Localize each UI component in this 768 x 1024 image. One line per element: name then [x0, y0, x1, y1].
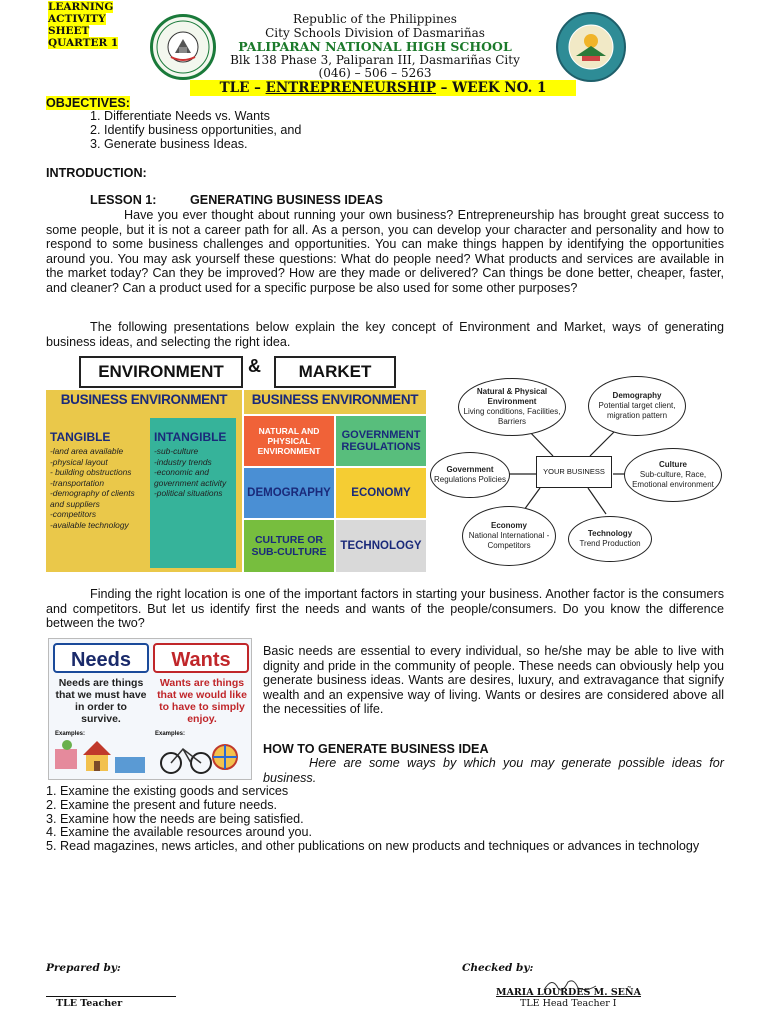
cell-government-regulations: GOVERNMENT REGULATIONS	[336, 416, 426, 466]
prepared-by-label: Prepared by:	[46, 962, 121, 974]
wants-title: Wants	[153, 643, 249, 673]
node-body: Potential target client, migration pattern	[598, 401, 676, 420]
basic-needs-paragraph: Basic needs are essential to every individual, so he/she may be able to live with dignity and pride in the community of people. These needs can obviously help you generate business ideas. Wants are desires, luxury, and extravagance that signify wealth and an expensive way of living. Wants or desires are considered above all the necessities of life.	[263, 644, 724, 717]
lesson-label: LESSON 1:	[90, 193, 157, 207]
checked-by-label: Checked by:	[462, 962, 534, 974]
objective-item: 3. Generate business Ideas.	[90, 136, 248, 151]
ampersand-label: &	[248, 356, 261, 376]
tangible-item: -demography of clients and suppliers	[50, 488, 135, 509]
tangible-item: -physical layout	[50, 456, 108, 467]
lesson-title: GENERATING BUSINESS IDEAS	[190, 193, 383, 207]
needs-text: Needs are things that we must have in order to survive.	[55, 677, 147, 725]
intangible-item: -economic and government activity	[154, 467, 227, 488]
node-economy	[462, 506, 556, 566]
node-title: Culture	[659, 460, 687, 469]
node-title: Government	[446, 465, 494, 474]
cell-technology: TECHNOLOGY	[336, 520, 426, 572]
header-phone: (046) – 506 – 5263	[318, 66, 432, 80]
node-title: Demography	[612, 391, 662, 400]
node-demography	[588, 376, 686, 436]
intangible-item: -sub-culture	[154, 446, 199, 456]
title-prefix: TLE –	[219, 80, 266, 96]
sheet-tag	[48, 1, 130, 49]
environment-label: ENVIRONMENT	[79, 356, 243, 388]
intangible-column	[150, 418, 236, 568]
market-label: MARKET	[274, 356, 396, 388]
needs-examples-label: Examples:	[55, 731, 86, 737]
generate-list	[46, 785, 724, 854]
generate-item: 1. Examine the existing goods and services	[46, 784, 289, 798]
intro-paragraph-2: The following presentations below explain the key concept of Environment and Market, ways of generating business ideas, and selecting the right idea.	[46, 320, 724, 349]
cell-culture: CULTURE OR SUB-CULTURE	[244, 520, 334, 572]
checked-name: MARIA LOURDES M. SEÑA	[496, 987, 641, 998]
objective-item: 2. Identify business opportunities, and	[90, 122, 302, 137]
cell-economy: ECONOMY	[336, 468, 426, 518]
generate-item: 5. Read magazines, news articles, and other publications on new products and techniques or advances in technology	[46, 839, 700, 854]
node-body: Trend Production	[579, 539, 641, 548]
header-division: City Schools Division of Dasmariñas	[265, 25, 485, 40]
sheet-tag-line: LEARNING	[48, 1, 114, 13]
tangible-title: TANGIBLE	[50, 430, 111, 444]
division-seal-logo	[556, 12, 626, 82]
left-panel-header: BUSINESS ENVIRONMENT	[60, 392, 228, 407]
center-label: YOUR BUSINESS	[543, 467, 605, 476]
tangible-item: -transportation	[50, 477, 104, 488]
generate-item: 2. Examine the present and future needs.	[46, 797, 278, 812]
node-body: National International - Competitors	[468, 531, 550, 550]
header-address: Blk 138 Phase 3, Paliparan III, Dasmariñas City	[230, 52, 520, 67]
cell-natural-environment: NATURAL AND PHYSICAL ENVIRONMENT	[244, 416, 334, 466]
node-title: Economy	[490, 521, 527, 530]
wants-text: Wants are things that we would like to have to simply enjoy.	[157, 677, 247, 725]
needs-title: Needs	[53, 643, 149, 673]
tangible-item: -available technology	[50, 519, 129, 530]
node-government	[430, 452, 510, 498]
page-title	[190, 80, 576, 96]
wants-examples-label: Examples:	[155, 731, 186, 737]
objectives-heading: OBJECTIVES:	[46, 96, 130, 110]
sheet-tag-line: ACTIVITY	[48, 13, 106, 25]
tangible-item: - building obstructions	[50, 467, 132, 477]
location-paragraph: Finding the right location is one of the important factors in starting your business. Another factor is the consumers and competitors. But let us identify first the needs and wants of the people/consumers. Do you know the difference between the two?	[46, 587, 724, 631]
node-your-business	[536, 456, 612, 488]
intro-paragraph: Have you ever thought about running your own business? Entrepreneurship has brought great success to some people, but it is not a career path for all. As a person, you can develop your character and personality and how to respond to some business challenges and opportunities. You can make things happen by identifying the opportunities around you. You may ask yourself these questions: What do people need? What products and services are available in the market today? Can they be improved? How are they made or delivered? Can things be done better, cheaper, faster, and cleaner? Can a product used for a specific purpose be also used for some other purposes?	[46, 208, 724, 295]
objective-item: 1. Differentiate Needs vs. Wants	[90, 109, 270, 123]
generate-heading: HOW TO GENERATE BUSINESS IDEA	[263, 742, 489, 756]
tangible-item: -land area available	[50, 446, 124, 456]
node-technology	[568, 516, 652, 562]
node-title: Technology	[587, 529, 633, 538]
prepared-signature-line	[46, 996, 176, 997]
checked-role: TLE Head Teacher I	[520, 998, 617, 1009]
intangible-item: -industry trends	[154, 456, 212, 467]
needs-wants-graphic	[48, 638, 252, 780]
division-seal-icon	[558, 14, 624, 80]
cell-demography: DEMOGRAPHY	[244, 468, 334, 518]
right-panel-header: BUSINESS ENVIRONMENT	[251, 392, 419, 407]
sheet-tag-line: SHEET	[48, 25, 90, 37]
node-culture	[624, 448, 722, 502]
environment-market-graphic	[46, 352, 426, 572]
title-subject: ENTREPRENEURSHIP	[265, 80, 436, 96]
header-school-name: PALIPARAN NATIONAL HIGH SCHOOL	[238, 39, 512, 54]
generate-item: 4. Examine the available resources around you.	[46, 825, 313, 840]
introduction-heading: INTRODUCTION:	[46, 166, 147, 180]
node-body: Regulations Policies	[433, 475, 507, 484]
generate-intro: Here are some ways by which you may generate possible ideas for business.	[263, 756, 724, 785]
node-natural-environment	[458, 378, 566, 436]
wants-examples-icon	[153, 735, 249, 777]
title-suffix: – WEEK NO. 1	[435, 80, 547, 96]
prepared-role: TLE Teacher	[56, 998, 123, 1009]
needs-examples-icon	[53, 735, 149, 777]
business-environment-diagram	[428, 370, 724, 570]
tangible-column	[50, 412, 150, 530]
header-republic: Republic of the Philippines	[293, 12, 457, 26]
node-body: Sub-culture, Race, Emotional environment	[632, 470, 714, 489]
tangible-item: -competitors	[50, 509, 97, 519]
sheet-tag-line: QUARTER 1	[48, 37, 119, 49]
generate-item: 3. Examine how the needs are being satisfied.	[46, 811, 304, 826]
intangible-item: -political situations	[154, 488, 223, 498]
node-title: Natural & Physical Environment	[476, 387, 548, 406]
node-body: Living conditions, Facilities, Barriers	[463, 407, 561, 426]
intangible-title: INTANGIBLE	[154, 430, 227, 444]
